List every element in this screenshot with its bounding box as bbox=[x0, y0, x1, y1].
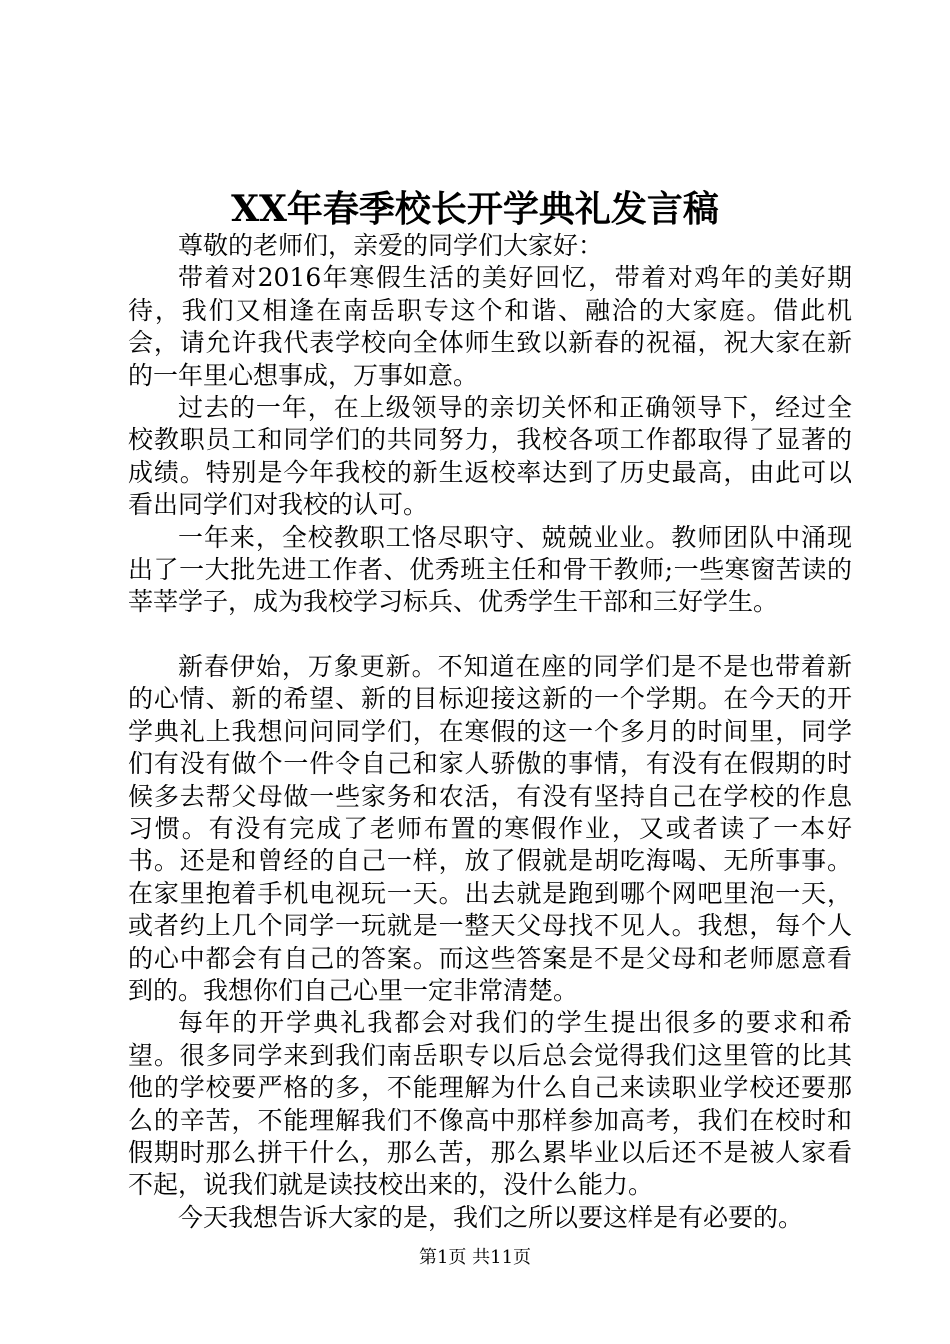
page-number-footer: 第1页 共11页 bbox=[418, 1247, 532, 1268]
paragraph: 一年来，全校教职工恪尽职守、兢兢业业。教师团队中涌现出了一大批先进工作者、优秀班主任和骨干教师;一些寒窗苦读的莘莘学子，成为我校学习标兵、优秀学生干部和三好学生。 bbox=[128, 522, 852, 617]
paragraph: 每年的开学典礼我都会对我们的学生提出很多的要求和希望。很多同学来到我们南岳职专以后总会觉得我们这里管的比其他的学校要严格的多，不能理解为什么自己来读职业学校还要那么的辛苦，不能理解我们不像高中那样参加高考，我们在校时和假期时那么拼干什么，那么苦，那么累毕业以后还不是被人家看不起，说我们就是读技校出来的，没什么能力。 bbox=[128, 1008, 852, 1200]
paragraph-greeting: 尊敬的老师们，亲爱的同学们大家好： bbox=[178, 231, 604, 260]
document-title: XX年春季校长开学典礼发言稿 bbox=[231, 188, 719, 230]
paragraph: 过去的一年，在上级领导的亲切关怀和正确领导下，经过全校教职员工和同学们的共同努力，我校各项工作都取得了显著的成绩。特别是今年我校的新生返校率达到了历史最高，由此可以看出同学们对我校的认可。 bbox=[128, 393, 852, 520]
paragraph: 带着对2016年寒假生活的美好回忆，带着对鸡年的美好期待，我们又相逢在南岳职专这个和谐、融洽的大家庭。借此机会，请允许我代表学校向全体师生致以新春的祝福，祝大家在新的一年里心想事成，万事如意。 bbox=[128, 263, 852, 390]
paragraph: 今天我想告诉大家的是，我们之所以要这样是有必要的。 bbox=[178, 1202, 804, 1232]
document-body bbox=[128, 230, 852, 1234]
paragraph: 新春伊始，万象更新。不知道在座的同学们是不是也带着新的心情、新的希望、新的目标迎接这新的一个学期。在今天的开学典礼上我想问问同学们，在寒假的这一个多月的时间里，同学们有没有做个一件令自己和家人骄傲的事情，有没有在假期的时候多去帮父母做一些家务和农活，有没有坚持自己在学校的作息习惯。有没有完成了老师布置的寒假作业，又或者读了一本好书。还是和曾经的自己一样，放了假就是胡吃海喝、无所事事。在家里抱着手机电视玩一天。出去就是跑到哪个网吧里泡一天，或者约上几个同学一玩就是一整天父母找不见人。我想，每个人的心中都会有自己的答案。而这些答案是不是父母和老师愿意看到的。我想你们自己心里一定非常清楚。 bbox=[128, 651, 852, 1005]
